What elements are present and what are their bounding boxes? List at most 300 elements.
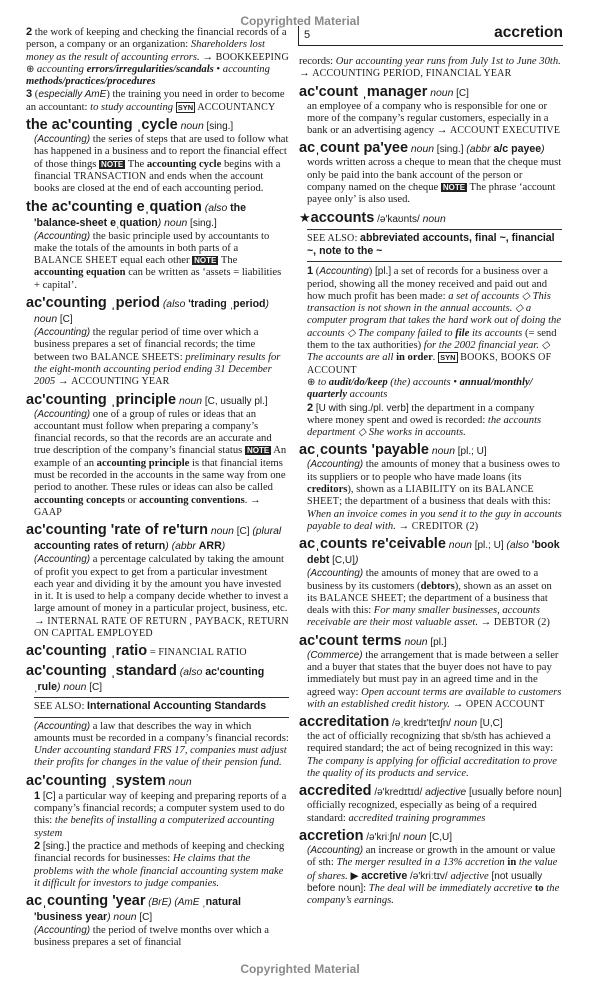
text-run: the amounts of money that a business owes to its suppliers or to people who have made loans (its [307, 459, 560, 483]
text-run: CREDITOR [411, 520, 464, 532]
headword: ac'count terms [299, 632, 402, 649]
dictionary-entry [299, 783, 562, 825]
text-run: ) [368, 266, 375, 278]
copyright-watermark-bottom: Copyrighted Material [240, 962, 360, 976]
entry-sense [26, 231, 289, 292]
text-run: adjective [422, 787, 467, 799]
entry-sense [299, 731, 562, 780]
note-badge: NOTE [442, 183, 466, 193]
text-run: noun [161, 217, 188, 229]
headword: acˌcount pa'yee [299, 140, 409, 157]
text-run: officially recognized, especially as being of a required standard: [307, 800, 537, 824]
text-run: in order [396, 352, 433, 364]
text-run: (2) [463, 520, 479, 532]
dictionary-entry [299, 828, 562, 907]
text-run: its accounts [469, 327, 523, 339]
dictionary-entry [26, 773, 289, 890]
entry-sense [299, 101, 562, 138]
text-run: : [81, 701, 88, 713]
text-run: errors/irregularities/scandals [86, 63, 214, 75]
text-run: [pl.; U] [454, 446, 487, 458]
text-run: (Accounting) [34, 230, 91, 242]
text-run: • [213, 63, 223, 75]
dictionary-entry [26, 893, 289, 950]
collocation-icon: ⊕ [307, 376, 318, 388]
text-run: noun [207, 526, 234, 538]
text-run: (abbr [466, 144, 494, 156]
sense-number: 2 [26, 26, 33, 38]
text-run: a percentage calculated by taking the amount of profit you expect to get from a particular investment each year and dividing it by the amount you have invested in it. It is used to help a company decide whether to invest a large amount of money in a particular project, business, etc. → [34, 554, 289, 627]
text-run: SEE ALSO [34, 701, 82, 713]
entry-headline [299, 140, 562, 157]
text-run: one of a group of rules or ideas that an accountant must follow when preparing a company’s financial records, so that the records are an accurate and true description of the company’s financial status [34, 408, 272, 457]
text-run: abbreviated accounts, final ~, financial ~, note to the ~ [307, 231, 555, 257]
text-run: the department in a company where money spent and owed is recorded: [307, 402, 535, 426]
headword: accounts [310, 209, 375, 226]
text-run: in [507, 857, 517, 869]
entry-headline [26, 663, 289, 695]
text-run: ▶ [347, 870, 362, 882]
entry-sense [26, 409, 289, 520]
entry-headline [299, 442, 562, 459]
text-run: for the 2002 financial year. ◇ The accounts are all [307, 340, 550, 364]
text-run: ) (abbr [165, 541, 199, 553]
sense-number: 2 [307, 401, 314, 414]
text-run: ) [354, 555, 359, 567]
text-run: noun [408, 144, 435, 156]
text-run: The deal will be immediately accretive [368, 882, 535, 894]
entry-headline [26, 643, 289, 660]
text-run: The [218, 255, 238, 267]
text-run: International Accounting Standards [87, 700, 267, 713]
text-run: noun [419, 213, 446, 225]
text-run: [usually before noun] [466, 787, 562, 799]
text-run: to [534, 882, 544, 894]
text-run: (2) [534, 617, 550, 629]
text-run: accounting cycle [146, 158, 222, 170]
headword: acˌcounts re'ceivable [299, 536, 446, 553]
entry-sense [299, 650, 562, 711]
text-run: ) [56, 682, 61, 694]
entry-sense [299, 377, 562, 402]
text-run: accretive [361, 869, 408, 882]
text-run: accredited training programmes [348, 812, 486, 824]
entry-headline [299, 536, 562, 568]
text-run: ; the department of a business that deals with this: [307, 592, 548, 617]
entry-sense [26, 327, 289, 388]
text-run: [C,U] [426, 831, 452, 843]
entry-headline [299, 714, 562, 731]
dictionary-entry [299, 633, 562, 711]
text-run: The merger resulted in a 13% accretion [336, 857, 508, 869]
entry-headline [299, 828, 562, 845]
text-run: is that financial items must be recorded in the accounts in the same way from one period to another. These rules or ideas can also be called [34, 457, 286, 494]
entry-sense [26, 88, 289, 114]
entry-headline [299, 210, 562, 227]
text-run: → [299, 68, 313, 80]
entry-sense [299, 56, 562, 81]
text-run: the series of steps that are used to follow what has happened in a business and to report the financial effect of those things [34, 134, 289, 170]
text-run: noun [401, 636, 428, 648]
text-run: the act of officially recognizing that sb/sth has achieved a required standard; the act of being recognized in this way: [307, 731, 554, 755]
text-run: → [449, 698, 466, 710]
headword: ac'counting ˌratio [26, 643, 148, 660]
text-run: accounting equation [34, 267, 126, 279]
text-run: the period of twelve months over which a business prepares a set of financial [34, 925, 270, 949]
entry-sense [26, 134, 289, 195]
entry-headline [299, 783, 562, 800]
text-run: The phrase ‘account payee only’ is also used. [307, 182, 556, 206]
text-run: ACCOUNTING YEAR [71, 376, 170, 388]
text-run: An example of an [34, 445, 287, 469]
text-run: noun [177, 121, 204, 133]
entry-sense [299, 157, 562, 206]
text-run: Accounting [319, 266, 369, 278]
entry-sense [299, 265, 562, 377]
text-run: (also [176, 667, 206, 679]
text-run: to study accounting [90, 101, 174, 113]
text-run: [C] [453, 87, 469, 99]
text-run: The [125, 158, 147, 170]
text-run: the basic principle used by accountants to make the totals of the amounts in both parts of a [34, 230, 270, 254]
text-run: a law that describes the way in which amounts must be recorded in a company’s financial records: [34, 720, 289, 744]
dictionary-entry [299, 714, 562, 780]
entry-sense [26, 26, 289, 64]
text-run: The company is applying for official accreditation to prove the quality of its products and service. [307, 755, 557, 780]
text-run: noun [34, 314, 58, 326]
text-run: = [147, 647, 159, 659]
text-run: BALANCE SHEET [307, 484, 534, 508]
text-run: [sing.] [40, 840, 70, 852]
text-run: When an invoice comes in you send it to the guy in accounts payable to deal with. [307, 508, 562, 532]
text-run: BOOKKEEPING [215, 51, 289, 63]
entry-headline [26, 295, 289, 327]
text-run: /ə'kaʊnts/ [374, 213, 420, 225]
text-run: noun [60, 682, 87, 694]
text-run: to [317, 376, 329, 388]
text-run: 'trading ˌperiod [188, 298, 266, 311]
text-run: the benefits of installing a computerized accounting system [34, 815, 275, 839]
dictionary-entry [26, 663, 289, 769]
text-run: creditors [307, 484, 348, 496]
text-run: OPEN ACCOUNT [465, 698, 545, 710]
headword: ac'counting ˌprinciple [26, 391, 177, 408]
text-run: For many smaller businesses, accounts receivable are their most valuable asset. [307, 605, 541, 629]
text-run: audit/do/keep [328, 376, 388, 388]
text-run: noun [445, 540, 472, 552]
dictionary-entry [26, 117, 289, 195]
text-run: ARR [198, 540, 222, 553]
text-run: an employee of a company who is responsible for one or more of the company’s regular customers, especially in a bank or an advertising agency → [307, 100, 549, 137]
entry-sense [26, 64, 289, 89]
page-header [298, 26, 563, 46]
text-run: adjective [450, 870, 489, 882]
headword: ac'counting ˌsystem [26, 772, 166, 789]
text-run: ˌnatural 'business year [34, 896, 242, 924]
text-run: a/c payee [493, 143, 542, 156]
text-run: ) [541, 144, 545, 156]
text-run: TRANSACTION [73, 170, 147, 182]
text-run: [C] [57, 314, 73, 326]
text-run: accounting conventions [139, 494, 245, 506]
text-run: noun [428, 446, 455, 458]
dictionary-entry [299, 442, 562, 533]
text-run: BOOKS, BOOKS OF ACCOUNT [307, 352, 552, 376]
text-run: ), shown as an asset on its [307, 580, 552, 604]
text-run: accounting rates of return [34, 540, 166, 553]
entry-headline [26, 199, 289, 231]
collocation-icon: ⊕ [26, 63, 37, 75]
sense-number: 3 [26, 88, 33, 101]
page-number: 5 [304, 29, 311, 41]
entry-sense [26, 925, 289, 950]
text-run: begins with a financial [34, 158, 281, 182]
headword: ac'counting ˌstandard [26, 663, 177, 680]
text-run: SEE ALSO [307, 232, 355, 244]
text-run: a particular way of keeping and preparing reports of a company’s financial records; a computer system used to do this: [34, 790, 287, 827]
text-run: noun [400, 831, 427, 843]
see-also-box [307, 229, 562, 263]
text-run: (Accounting) [34, 554, 91, 566]
headword: accretion [299, 827, 364, 844]
text-run: accounting principle [96, 457, 190, 469]
dictionary-entry [299, 536, 562, 629]
text-run: and ends when the account books are closed at the end of each accounting period. [34, 170, 264, 195]
text-run: or [124, 494, 140, 506]
text-run: ), shown as a [347, 484, 406, 496]
text-run: [C] [233, 526, 253, 538]
left-column [26, 26, 289, 953]
dictionary-entry [26, 643, 289, 660]
entry-headline [26, 117, 289, 134]
entry-sense [299, 845, 562, 907]
text-run: accounting concepts [34, 494, 125, 506]
text-run: ) [157, 217, 162, 229]
dictionary-entry [299, 210, 562, 440]
text-run: noun [176, 395, 203, 407]
text-run: accounting [222, 63, 270, 75]
dictionary-entry [299, 56, 562, 81]
text-run: noun [110, 912, 137, 924]
entry-headline [26, 522, 289, 554]
text-run: ) [265, 299, 269, 311]
text-run: the practice and methods of keeping and checking financial records for businesses: [34, 840, 285, 865]
text-run: [sing.] [187, 217, 217, 229]
text-run: : [363, 882, 369, 894]
text-run: the regular period of time over which a business prepares a set of financial records; the time between two [34, 327, 259, 363]
dictionary-entry [26, 522, 289, 640]
dictionary-entry [299, 84, 562, 138]
entry-sense [299, 800, 562, 825]
text-run: ac'counting ˌrule [34, 666, 265, 694]
text-run: [not usually before noun] [307, 870, 543, 894]
text-run: LIABILITY [405, 484, 457, 496]
text-run: file [455, 327, 470, 339]
entry-sense [299, 459, 562, 533]
text-run: (also [506, 540, 532, 552]
entry-headline [299, 84, 562, 101]
text-run: . [432, 352, 436, 364]
text-run: (Accounting) [34, 327, 91, 339]
text-run: the 'balance-sheet eˌquation [34, 201, 247, 229]
text-run: noun [451, 718, 478, 730]
text-run: ACCOUNT EXECUTIVE [449, 125, 561, 137]
text-run: [pl.; U] [471, 540, 507, 552]
text-run: [C] [86, 682, 103, 694]
note-badge: NOTE [246, 446, 270, 456]
entry-sense [299, 402, 562, 440]
text-run: an increase or growth in the amount or value of sth: [307, 844, 556, 869]
text-run: → [478, 617, 494, 629]
text-run: FINANCIAL RATIO [158, 647, 247, 659]
text-run: (Accounting) [34, 134, 91, 146]
text-run: (the) accounts • [387, 376, 460, 388]
dictionary-entry [26, 26, 289, 114]
text-run: the arrangement that is made between a seller and a buyer that states that the buyer does not have to pay immediately but must pay in an agreed time and in the agreed way: [307, 649, 559, 698]
text-run: noun [165, 776, 192, 788]
text-run: [sing.] [203, 121, 234, 133]
text-run: /ə'kredɪtɪd/ [371, 787, 423, 799]
text-run: can be written as ‘assets = liabilities + capital’. [34, 267, 282, 291]
text-run: [C] [136, 912, 153, 924]
text-run: . → [244, 494, 261, 506]
text-run: BALANCE SHEET [319, 592, 404, 604]
entry-sense [26, 840, 289, 890]
text-run: words written across a cheque to mean that the cheque must only be paid into the bank account of the person or company named on the cheque [307, 157, 562, 194]
sense-number: 1 [307, 265, 314, 278]
right-column [299, 56, 562, 910]
text-run: (Accounting) [307, 459, 364, 471]
entry-sense [26, 554, 289, 640]
text-run: preliminary results for the eight-month accounting period ending 31 December 2005 [34, 351, 281, 388]
text-run: noun [427, 87, 454, 99]
text-run: (Accounting) [307, 844, 364, 856]
text-run: equal each other [117, 255, 193, 267]
dictionary-entry [26, 199, 289, 292]
text-run: a set of records for a business over a period, showing all the money received and paid out and how much profit has been made: [307, 266, 548, 302]
text-run: (Commerce) [307, 649, 363, 661]
text-run: ACCOUNTING PERIOD, FINANCIAL YEAR [312, 68, 512, 80]
text-run: (Accounting) [34, 408, 91, 420]
text-run: BALANCE SHEETS [90, 351, 180, 363]
text-run: BALANCE SHEET [34, 255, 118, 267]
text-run: [U with sing./pl. verb] [313, 402, 409, 414]
text-run: on its [456, 484, 486, 496]
star-icon: ★ [299, 209, 311, 225]
text-run: ) [107, 912, 111, 924]
text-run: [C,U] [329, 555, 355, 567]
text-run: [U,C] [477, 718, 503, 730]
entry-headline [26, 392, 289, 409]
text-run: the company’s earnings. [307, 882, 560, 907]
text-run: the work of keeping and checking the financial records of a person, a company or an organization: [26, 27, 287, 51]
headword: acˌcounts 'payable [299, 442, 429, 459]
text-run: [C] [40, 790, 56, 802]
text-run: a set of accounts ◇ This transaction is not shown in the annual accounts. ◇ a computer program that takes the hard work out of doing the accounts ◇ The company failed to [307, 290, 562, 339]
dictionary-entry [26, 392, 289, 520]
text-run: Open account terms are available to customers with an established credit history. [307, 686, 562, 710]
text-run: (= send them to the tax authorities) [307, 327, 557, 352]
entry-sense [299, 568, 562, 629]
text-run: (Accounting) [34, 720, 91, 732]
entry-sense [26, 721, 289, 770]
text-run: GAAP [34, 506, 63, 518]
text-run: [sing.] [434, 144, 467, 156]
headword: accreditation [299, 714, 390, 731]
text-run: accounts [347, 389, 388, 401]
text-run: ; the department of a business that deals with this: [339, 496, 551, 508]
text-run: ACCOUNTANCY [195, 101, 276, 113]
entry-headline [26, 773, 289, 790]
text-run: [C, usually pl.] [202, 395, 268, 407]
entry-headline [299, 633, 562, 650]
text-run: ( [313, 266, 320, 278]
text-run: (also [201, 202, 231, 214]
text-run: He claims that the problems with the whole financial accounting system make it difficult for investors to judge companies. [34, 853, 284, 889]
text-run: → [199, 51, 216, 63]
text-run: → [395, 520, 412, 532]
text-run: (Accounting) [307, 568, 364, 580]
sense-number: 2 [34, 839, 41, 852]
sense-number: 1 [34, 789, 41, 802]
text-run: ) the training you need in order to become an accountant: [26, 89, 285, 113]
text-run: INTERNAL RATE OF RETURN , PAYBACK, RETURN ON CAPITAL EMPLOYED [34, 615, 289, 639]
text-run: records: [299, 56, 336, 67]
text-run: : [354, 232, 361, 244]
text-run: /ə'kriːtɪv/ [407, 870, 451, 882]
text-run: /ə'kriːʃn/ [363, 831, 401, 843]
synonym-badge: SYN [440, 353, 456, 363]
see-also-box [34, 697, 289, 717]
text-run: methods/practices/procedures [26, 76, 156, 88]
text-run: 'book debt [307, 539, 560, 567]
text-run: especially AmE [38, 89, 107, 101]
synonym-badge: SYN [177, 102, 194, 112]
entry-sense [26, 790, 289, 840]
text-run: (plural [252, 526, 282, 538]
text-run: [pl.] [374, 266, 392, 278]
text-run: Our accounting year runs from July 1st to June 30th. [335, 56, 561, 67]
text-run: accounting [36, 63, 87, 75]
headword: ac'count ˌmanager [299, 83, 428, 100]
text-run: the value of shares. [307, 857, 558, 882]
dictionary-entry [26, 295, 289, 388]
text-run: (BrE) (AmE [145, 897, 203, 909]
headword: acˌcounting 'year [26, 893, 146, 910]
text-run: the amounts of money that are owed to a business by its customers ( [307, 568, 539, 592]
headword: accredited [299, 783, 372, 800]
copyright-watermark-top: Copyrighted Material [240, 14, 360, 28]
guide-word: accretion [494, 24, 563, 41]
dictionary-entry [299, 140, 562, 206]
note-badge: NOTE [101, 159, 124, 169]
text-run: /əˌkredɪ'teɪʃn/ [389, 718, 452, 730]
text-run: [pl.] [427, 636, 447, 648]
text-run: → [55, 376, 72, 388]
text-run: ( [32, 89, 39, 101]
headword: the ac'counting ˌcycle [26, 117, 178, 134]
headword: ac'counting 'rate of re'turn [26, 522, 208, 539]
text-run: annual/monthly/ quarterly [307, 376, 533, 401]
text-run: DEBTOR [493, 617, 535, 629]
entry-headline [26, 893, 289, 925]
text-run: the accounts department ◇ She works in accounts. [307, 414, 542, 439]
headword: the ac'counting eˌquation [26, 198, 202, 215]
headword: ac'counting ˌperiod [26, 295, 160, 312]
note-badge: NOTE [194, 256, 217, 266]
text-run: Under accounting standard FRS 17, companies must adjust their profits for changes in the value of their pension fund. [34, 745, 287, 769]
text-run: (Accounting) [34, 925, 91, 937]
